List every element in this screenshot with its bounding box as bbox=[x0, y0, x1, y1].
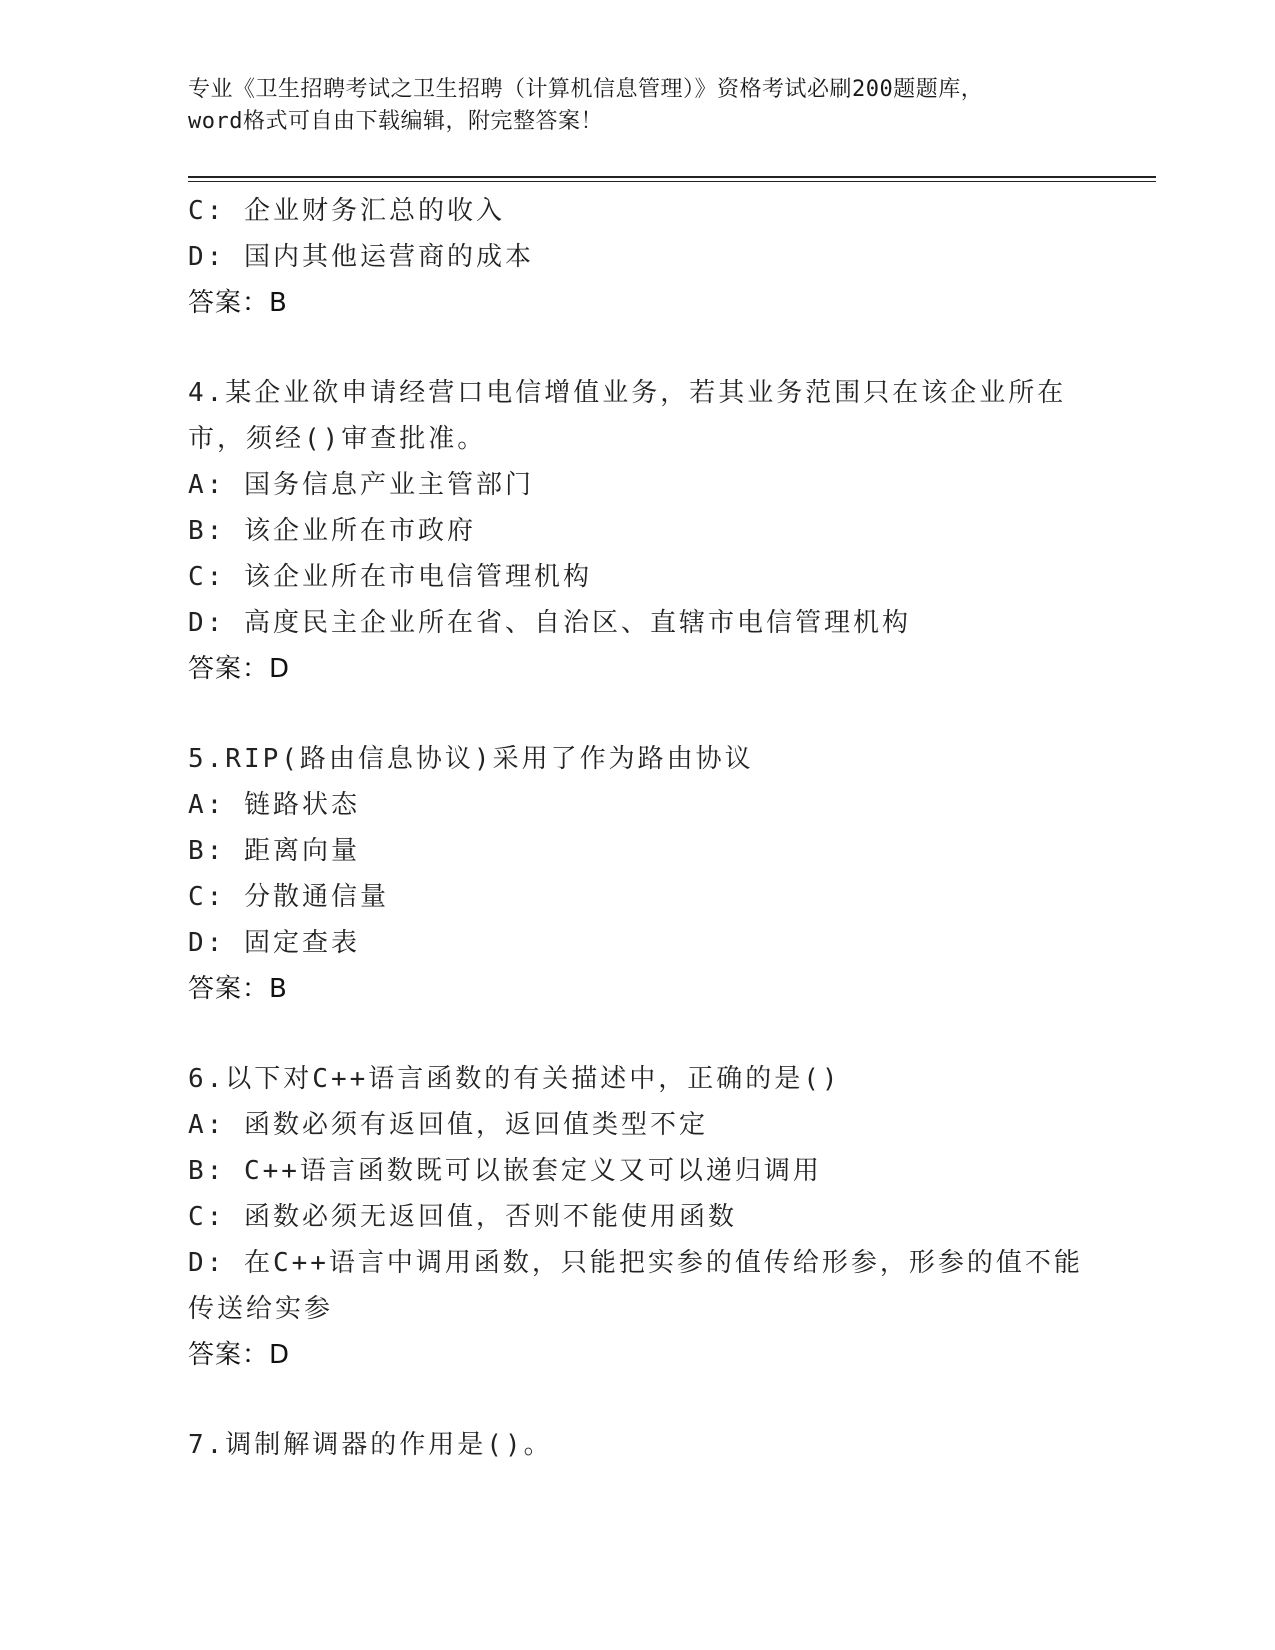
spacer bbox=[188, 1378, 1068, 1422]
q6-option-d-line-1: D: 在C++语言中调用函数，只能把实参的值传给形参，形参的值不能 bbox=[188, 1248, 1083, 1278]
question-6 bbox=[188, 1056, 1083, 1378]
q5-answer: 答案：B bbox=[188, 974, 288, 1004]
q6-option-c: C: 函数必须无返回值，否则不能使用函数 bbox=[188, 1202, 737, 1232]
q4-option-b: B: 该企业所在市政府 bbox=[188, 516, 476, 546]
q5-stem: 5.RIP(路由信息协议)采用了作为路由协议 bbox=[188, 744, 754, 774]
question-4 bbox=[188, 370, 1068, 692]
spacer bbox=[188, 1012, 1068, 1056]
q6-stem: 6.以下对C++语言函数的有关描述中，正确的是() bbox=[188, 1064, 841, 1094]
q5-option-b: B: 距离向量 bbox=[188, 836, 360, 866]
q4-option-c: C: 该企业所在市电信管理机构 bbox=[188, 562, 592, 592]
question-list bbox=[188, 188, 1083, 1468]
header-divider-thin bbox=[188, 181, 1156, 182]
q5-option-d: D: 固定查表 bbox=[188, 928, 360, 958]
document-header bbox=[188, 74, 1088, 138]
q6-option-d-line-2: 传送给实参 bbox=[188, 1294, 334, 1324]
q5-option-a: A: 链路状态 bbox=[188, 790, 360, 820]
question-3 bbox=[188, 188, 1068, 326]
question-5 bbox=[188, 736, 1068, 1012]
header-divider-thick bbox=[188, 176, 1156, 178]
q4-option-d: D: 高度民主企业所在省、自治区、直辖市电信管理机构 bbox=[188, 608, 911, 638]
q4-stem-line-2: 市，须经()审查批准。 bbox=[188, 424, 487, 454]
q6-answer: 答案：D bbox=[188, 1340, 291, 1370]
header-title-line-1: 专业《卫生招聘考试之卫生招聘（计算机信息管理）》资格考试必刷200题题库， bbox=[188, 77, 984, 102]
question-7 bbox=[188, 1422, 1068, 1468]
spacer bbox=[188, 326, 1068, 370]
q4-stem-line-1: 4.某企业欲申请经营口电信增值业务，若其业务范围只在该企业所在 bbox=[188, 378, 1067, 408]
q7-stem: 7.调制解调器的作用是()。 bbox=[188, 1430, 553, 1460]
header-title-line-2: word格式可自由下载编辑，附完整答案！ bbox=[188, 109, 603, 134]
q6-option-b: B: C++语言函数既可以嵌套定义又可以递归调用 bbox=[188, 1156, 822, 1186]
q4-answer: 答案：D bbox=[188, 654, 291, 684]
q6-option-a: A: 函数必须有返回值，返回值类型不定 bbox=[188, 1110, 708, 1140]
spacer bbox=[188, 692, 1068, 736]
q3-option-d: D: 国内其他运营商的成本 bbox=[188, 242, 534, 272]
q3-option-c: C: 企业财务汇总的收入 bbox=[188, 196, 505, 226]
q5-option-c: C: 分散通信量 bbox=[188, 882, 389, 912]
q4-option-a: A: 国务信息产业主管部门 bbox=[188, 470, 534, 500]
q3-answer: 答案：B bbox=[188, 288, 288, 318]
